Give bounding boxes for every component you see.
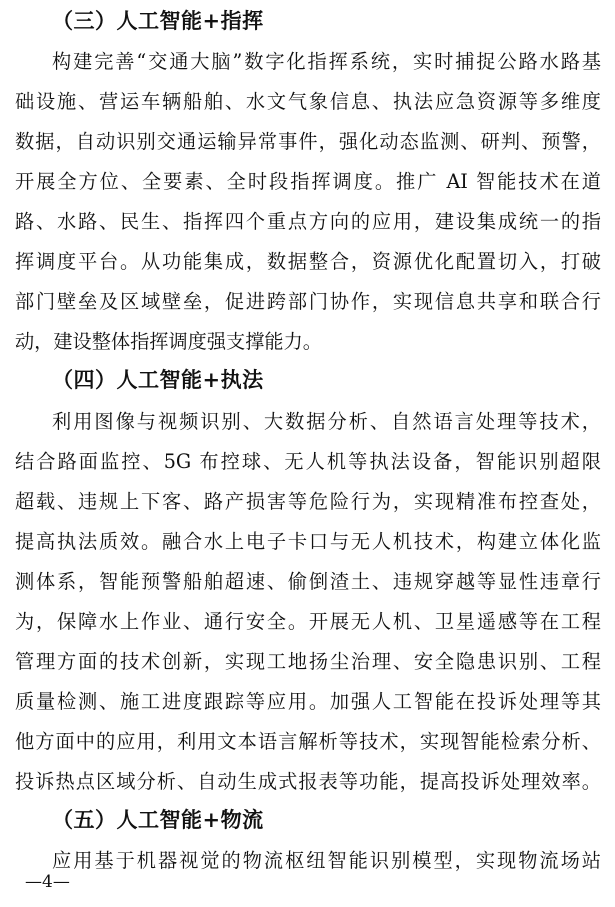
paragraph-line: 质量检测、施工进度跟踪等应用。加强人工智能在投诉处理等其 <box>15 690 601 713</box>
paragraph-line: 开展全方位、全要素、全时段指挥调度。推广 AI 智能技术在道 <box>15 170 601 193</box>
paragraph-line: 利用图像与视频识别、大数据分析、自然语言处理等技术， <box>52 410 601 433</box>
section-heading-enforcement: （四）人工智能+执法 <box>52 367 264 392</box>
section-heading-command: （三）人工智能+指挥 <box>52 8 264 33</box>
paragraph-line: 管理方面的技术创新，实现工地扬尘治理、安全隐患识别、工程 <box>15 650 601 673</box>
paragraph-line: 结合路面监控、5G 布控球、无人机等执法设备，智能识别超限 <box>15 450 601 473</box>
paragraph-line: 应用基于机器视觉的物流枢纽智能识别模型，实现物流场站 <box>52 849 601 872</box>
paragraph-line: 数据，自动识别交通运输异常事件，强化动态监测、研判、预警， <box>15 130 601 153</box>
paragraph-line: 为，保障水上作业、通行安全。开展无人机、卫星遥感等在工程 <box>15 610 601 633</box>
paragraph-line: 部门壁垒及区域壁垒，促进跨部门协作，实现信息共享和联合行 <box>15 290 601 313</box>
paragraph-line: 超载、违规上下客、路产损害等危险行为，实现精准布控查处， <box>15 490 601 513</box>
paragraph-line: 动，建设整体指挥调度强支撑能力。 <box>15 330 322 353</box>
paragraph-line: 挥调度平台。从功能集成，数据整合，资源优化配置切入，打破 <box>15 250 601 273</box>
paragraph-line: 提高执法质效。融合水上电子卡口与无人机技术，构建立体化监 <box>15 530 601 553</box>
page-number: —4— <box>25 872 70 892</box>
paragraph-line: 测体系，智能预警船舶超速、偷倒渣土、违规穿越等显性违章行 <box>15 570 601 593</box>
paragraph-line: 构建完善“交通大脑”数字化指挥系统，实时捕捉公路水路基 <box>52 50 601 73</box>
section-heading-logistics: （五）人工智能+物流 <box>52 807 264 832</box>
paragraph-line: 投诉热点区域分析、自动生成式报表等功能，提高投诉处理效率。 <box>15 770 601 793</box>
paragraph-line: 础设施、营运车辆船舶、水文气象信息、执法应急资源等多维度 <box>15 90 601 113</box>
paragraph-line: 路、水路、民生、指挥四个重点方向的应用，建设集成统一的指 <box>15 210 601 233</box>
paragraph-line: 他方面中的应用，利用文本语言解析等技术，实现智能检索分析、 <box>15 730 601 753</box>
